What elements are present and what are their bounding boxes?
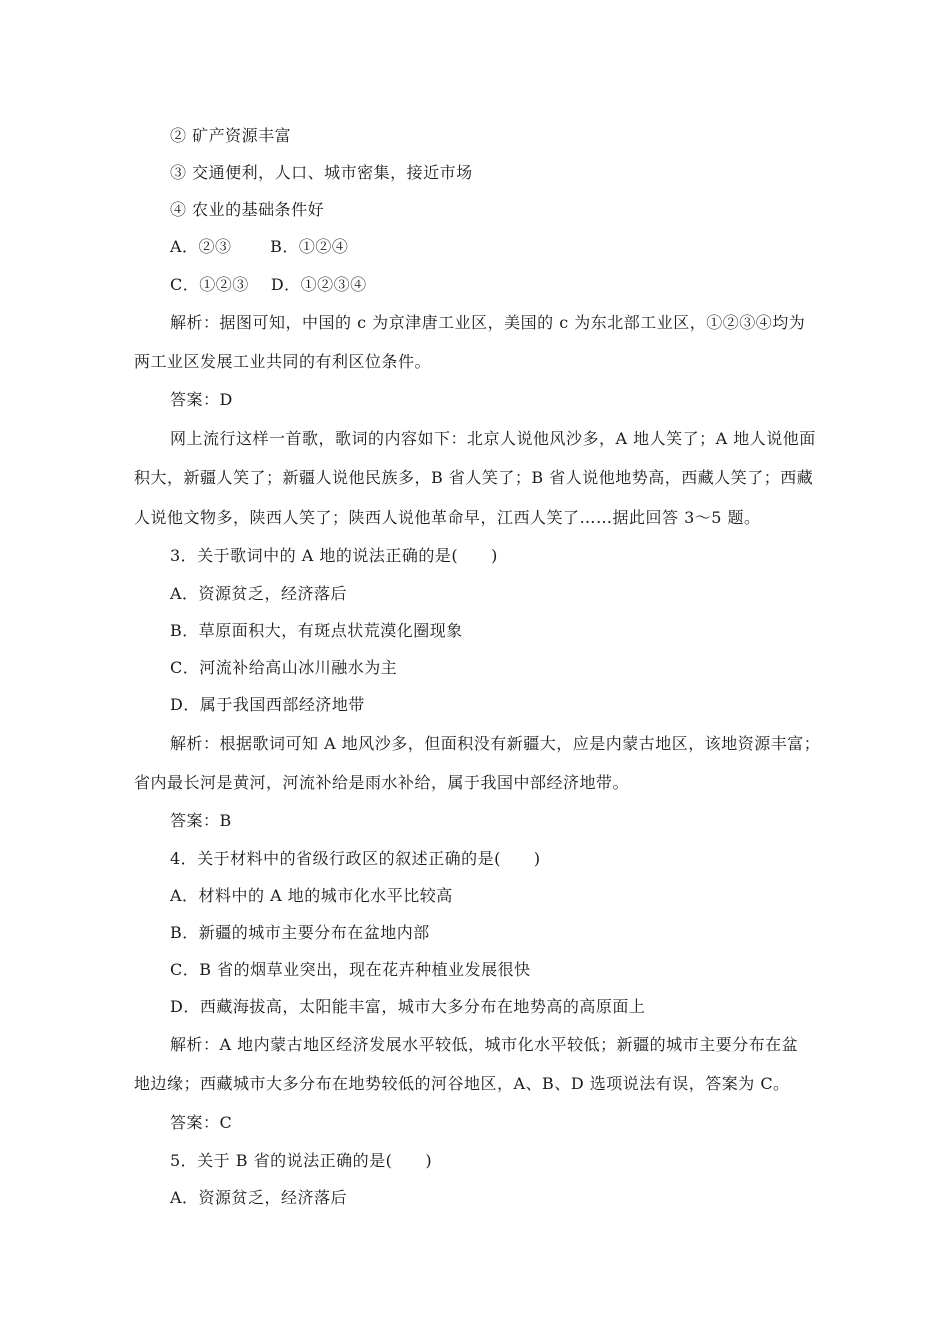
q3-option-a: A．资源贫乏，经济落后 xyxy=(170,584,348,603)
answer-choices-cd: C．①②③ D．①②③④ xyxy=(170,275,367,294)
question-3: 3．关于歌词中的 A 地的说法正确的是( ) xyxy=(170,546,498,565)
analysis-q3-line2: 省内最长河是黄河，河流补给是雨水补给，属于我国中部经济地带。 xyxy=(134,773,630,792)
q3-option-b: B．草原面积大，有斑点状荒漠化圈现象 xyxy=(170,621,463,640)
option-line-4: ④ 农业的基础条件好 xyxy=(170,200,325,219)
passage-line1: 网上流行这样一首歌，歌词的内容如下：北京人说他风沙多，A 地人笑了；A 地人说他面 xyxy=(170,429,816,448)
passage-line2: 积大，新疆人笑了；新疆人说他民族多，B 省人笑了；B 省人说他地势高，西藏人笑了；西藏 xyxy=(134,468,814,487)
option-line-3: ③ 交通便利，人口、城市密集，接近市场 xyxy=(170,163,473,182)
q4-option-b: B．新疆的城市主要分布在盆地内部 xyxy=(170,923,430,942)
passage-line3: 人说他文物多，陕西人笑了；陕西人说他革命早，江西人笑了……据此回答 3～5 题。 xyxy=(134,508,761,527)
q4-option-a: A．材料中的 A 地的城市化水平比较高 xyxy=(170,886,453,905)
analysis-q4-line2: 地边缘；西藏城市大多分布在地势较低的河谷地区，A、B、D 选项说法有误，答案为 C。 xyxy=(134,1074,790,1093)
question-4: 4．关于材料中的省级行政区的叙述正确的是( ) xyxy=(170,849,541,868)
q5-option-a: A．资源贫乏，经济落后 xyxy=(170,1188,348,1207)
q3-option-d: D．属于我国西部经济地带 xyxy=(170,695,365,714)
q4-option-d: D．西藏海拔高，太阳能丰富，城市大多分布在地势高的高原面上 xyxy=(170,997,646,1016)
analysis-q4-line1: 解析：A 地内蒙古地区经济发展水平较低，城市化水平较低；新疆的城市主要分布在盆 xyxy=(170,1035,799,1054)
analysis-q2-line2: 两工业区发展工业共同的有利区位条件。 xyxy=(134,352,432,371)
answer-q3: 答案：B xyxy=(170,811,232,830)
q4-option-c: C．B 省的烟草业突出，现在花卉种植业发展很快 xyxy=(170,960,531,979)
answer-choices-ab: A．②③ B．①②④ xyxy=(170,237,349,256)
answer-q4: 答案：C xyxy=(170,1113,233,1132)
option-line-2: ② 矿产资源丰富 xyxy=(170,126,292,145)
question-5: 5．关于 B 省的说法正确的是( ) xyxy=(170,1151,433,1170)
analysis-q3-line1: 解析：根据歌词可知 A 地风沙多，但面积没有新疆大，应是内蒙古地区，该地资源丰富； xyxy=(170,734,821,753)
analysis-q2-line1: 解析：据图可知，中国的 c 为京津唐工业区，美国的 c 为东北部工业区，①②③④均为 xyxy=(170,313,806,332)
answer-q2: 答案：D xyxy=(170,390,233,409)
q3-option-c: C．河流补给高山冰川融水为主 xyxy=(170,658,398,677)
